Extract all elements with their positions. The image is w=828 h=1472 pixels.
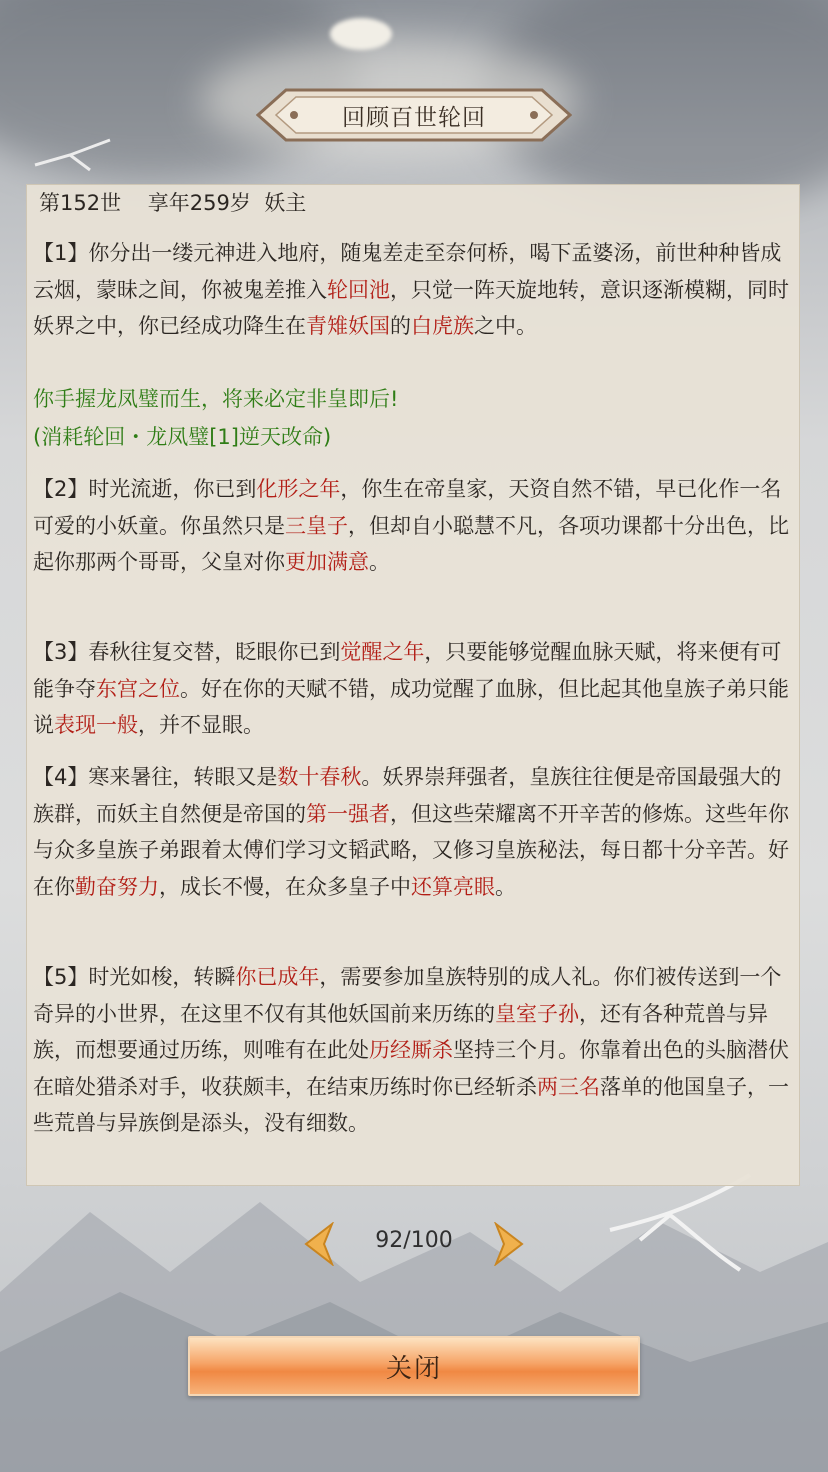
story-text: ，成长不慢，在众多皇子中 (159, 874, 411, 899)
entry-index: 【2】 (33, 477, 89, 501)
highlight-keyword: 青雉妖国 (306, 314, 390, 338)
story-text: 。妖界崇拜强者，皇族往往便是帝国最强大的族群，而妖主自然便是帝国的 (33, 765, 782, 826)
story-text: 之中。 (474, 314, 537, 338)
entry-3 (33, 634, 791, 744)
story-text: 时光如梭，转瞬 (88, 965, 236, 989)
story-text: ，但这些荣耀离不开辛苦的修炼。这些年你与众多皇族子弟跟着太傅们学习文韬武略，又修习皇族秘法，每日都十分辛苦。好在你 (33, 801, 789, 899)
title-banner (256, 86, 572, 144)
story-text: 你分出一缕元神进入地府，随鬼差走至奈何桥，喝下孟婆汤，前世种种皆成云烟，蒙昧之间，你被鬼差推入 (33, 241, 782, 302)
highlight-keyword: 东宫之位 (96, 676, 180, 701)
page-indicator: 92/100 (375, 1228, 453, 1253)
entry-1 (33, 235, 791, 345)
story-text: ，但却自小聪慧不凡，各项功课都十分出色，比起你那两个哥哥，父皇对你 (33, 513, 789, 574)
story-text: 落单的他国皇子，一些荒兽与异族倒是添头，没有细数。 (33, 1074, 789, 1135)
story-text: ，并不显眼。 (138, 713, 264, 737)
life-identity: 妖主 (264, 191, 307, 215)
highlight-keyword: 还算亮眼 (411, 874, 495, 899)
entry-4 (33, 759, 791, 905)
highlight-keyword: 表现一般 (54, 713, 138, 737)
highlight-keyword: 觉醒之年 (340, 640, 425, 664)
close-button[interactable]: 关闭 (188, 1336, 640, 1396)
highlight-keyword: 皇室子孙 (495, 1001, 579, 1026)
story-text: ，需要参加皇族特别的成人礼。你们被传送到一个奇异的小世界，在这里不仅有其他妖国前来历练的 (33, 965, 782, 1026)
entry-1-bonus: 你手握龙凤璧而生，将来必定非皇即后! (33, 387, 399, 411)
life-header (39, 187, 306, 219)
highlight-keyword: 你已成年 (235, 965, 320, 989)
highlight-keyword: 数十春秋 (277, 765, 362, 789)
entry-index: 【5】 (33, 965, 89, 989)
highlight-keyword: 轮回池 (327, 277, 390, 302)
highlight-keyword: 白虎族 (411, 314, 474, 338)
crane-decoration (600, 1170, 760, 1280)
highlight-keyword: 化形之年 (256, 477, 341, 501)
highlight-keyword: 历经厮杀 (369, 1038, 453, 1062)
story-text: 。 (495, 874, 516, 899)
page-title: 回顾百世轮回 (342, 104, 486, 131)
story-text: ，只要能够觉醒血脉天赋，将来便有可能争夺 (33, 640, 782, 701)
life-generation: 第152世 (39, 191, 122, 215)
prev-page-arrow-icon[interactable] (300, 1222, 340, 1266)
story-text: 。好在你的天赋不错，成功觉醒了血脉，但比起其他皇族子弟只能说 (33, 676, 789, 737)
highlight-keyword: 两三名 (537, 1074, 600, 1099)
highlight-keyword: 勤奋努力 (75, 874, 159, 899)
entry-5 (33, 959, 791, 1142)
story-text: ，只觉一阵天旋地转，意识逐渐模糊，同时妖界之中，你已经成功降生在 (33, 277, 789, 338)
entry-index: 【4】 (33, 765, 89, 789)
highlight-keyword: 第一强者 (306, 801, 390, 826)
entry-index: 【3】 (33, 640, 89, 664)
story-text: 时光流逝，你已到 (88, 477, 257, 501)
story-text: ，还有各种荒兽与异族，而想要通过历练，则唯有在此处 (33, 1001, 768, 1062)
crane-decoration (30, 135, 120, 185)
story-text: 的 (390, 314, 411, 338)
life-record-panel[interactable] (26, 184, 800, 1186)
highlight-keyword: 三皇子 (285, 513, 348, 538)
story-text: ，你生在帝皇家，天资自然不错，早已化作一名可爱的小妖童。你虽然只是 (33, 477, 782, 538)
story-text: 寒来暑往，转眼又是 (88, 765, 278, 789)
entry-index: 【1】 (33, 241, 89, 265)
moon-decoration (330, 18, 392, 50)
life-age: 享年259岁 (147, 191, 251, 215)
entry-1-cost: (消耗轮回・龙凤璧[1]逆天改命) (33, 425, 332, 449)
story-text: 春秋往复交替，眨眼你已到 (88, 640, 341, 664)
story-text: 坚持三个月。你靠着出色的头脑潜伏在暗处猎杀对手，收获颇丰，在结束历练时你已经斩杀 (33, 1038, 789, 1099)
entry-2 (33, 471, 791, 581)
highlight-keyword: 更加满意 (285, 550, 369, 574)
story-text: 。 (369, 550, 390, 574)
next-page-arrow-icon[interactable] (488, 1222, 528, 1266)
